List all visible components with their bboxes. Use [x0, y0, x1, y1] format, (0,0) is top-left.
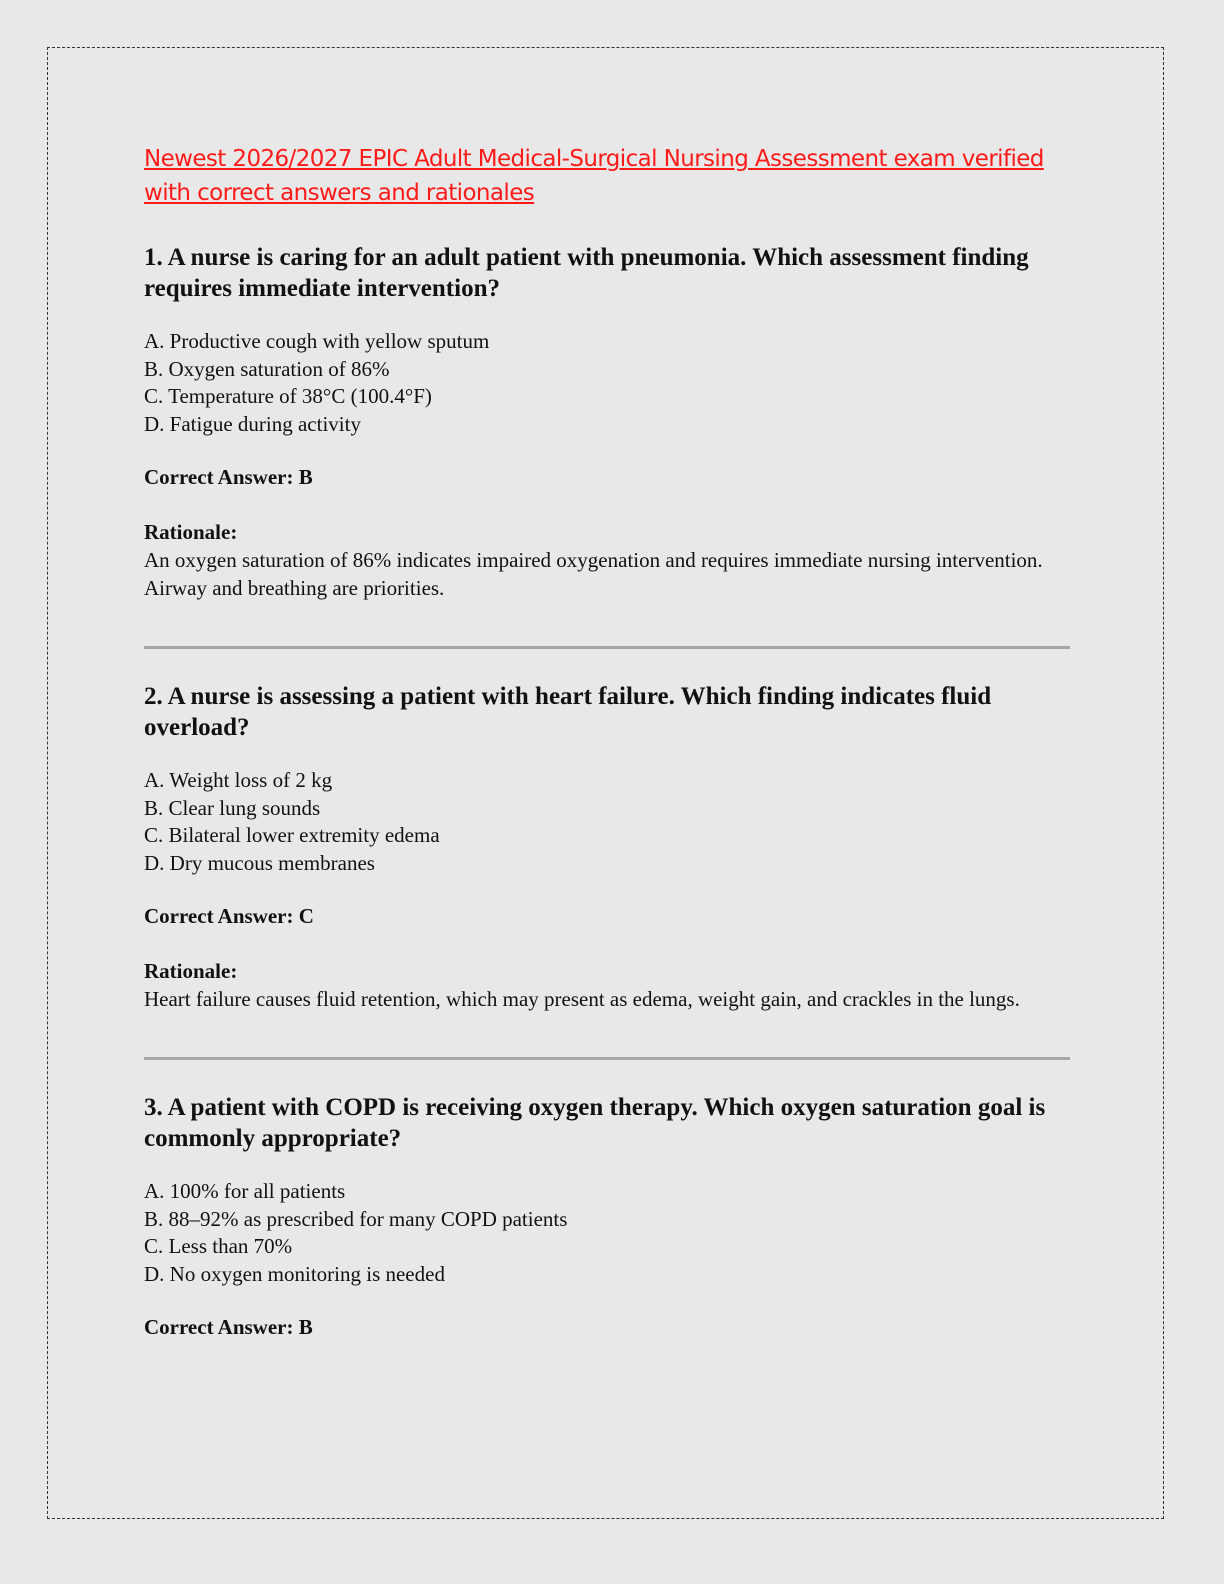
answer-options — [144, 767, 1072, 877]
option-b: B. Clear lung sounds — [144, 795, 321, 820]
option-a: A. 100% for all patients — [144, 1179, 346, 1203]
section-divider — [144, 1057, 1070, 1060]
correct-answer: Correct Answer: C — [144, 904, 314, 928]
rationale-label: Rationale: — [144, 959, 238, 983]
document-title: Newest 2026/2027 EPIC Adult Medical-Surgical Nursing Assessment exam verified with correct answers and rationales — [144, 146, 1044, 206]
question-text: 2. A nurse is assessing a patient with heart failure. Which finding indicates fluid overload? — [144, 683, 992, 741]
option-c: C. Temperature of 38°C (100.4°F) — [144, 384, 432, 408]
answer-options — [144, 328, 1072, 438]
option-c: C. Bilateral lower extremity edema — [144, 823, 440, 847]
question-text: 1. A nurse is caring for an adult patient with pneumonia. Which assessment finding requires immediate intervention? — [144, 244, 1029, 302]
rationale-text: Heart failure causes fluid retention, which may present as edema, weight gain, and crackles in the lungs. — [144, 987, 1020, 1011]
option-c: C. Less than 70% — [144, 1234, 293, 1258]
option-d: D. No oxygen monitoring is needed — [144, 1261, 445, 1286]
answer-options — [144, 1178, 1072, 1288]
option-a: A. Weight loss of 2 kg — [144, 768, 333, 792]
option-d: D. Fatigue during activity — [144, 411, 361, 436]
document-content — [144, 142, 1072, 1341]
rationale-text: An oxygen saturation of 86% indicates impaired oxygenation and requires immediate nursing intervention. Airway and breathing are priorities. — [144, 548, 1043, 600]
question-1 — [144, 242, 1072, 602]
correct-answer: Correct Answer: B — [144, 1315, 313, 1339]
question-text: 3. A patient with COPD is receiving oxygen therapy. Which oxygen saturation goal is commonly appropriate? — [144, 1094, 1046, 1152]
option-d: D. Dry mucous membranes — [144, 850, 375, 875]
option-a: A. Productive cough with yellow sputum — [144, 329, 490, 353]
question-2 — [144, 681, 1072, 1013]
option-b: B. Oxygen saturation of 86% — [144, 356, 390, 381]
option-b: B. 88–92% as prescribed for many COPD patients — [144, 1206, 568, 1231]
section-divider — [144, 646, 1070, 649]
rationale-label: Rationale: — [144, 520, 238, 544]
correct-answer: Correct Answer: B — [144, 465, 313, 489]
question-3 — [144, 1092, 1072, 1341]
